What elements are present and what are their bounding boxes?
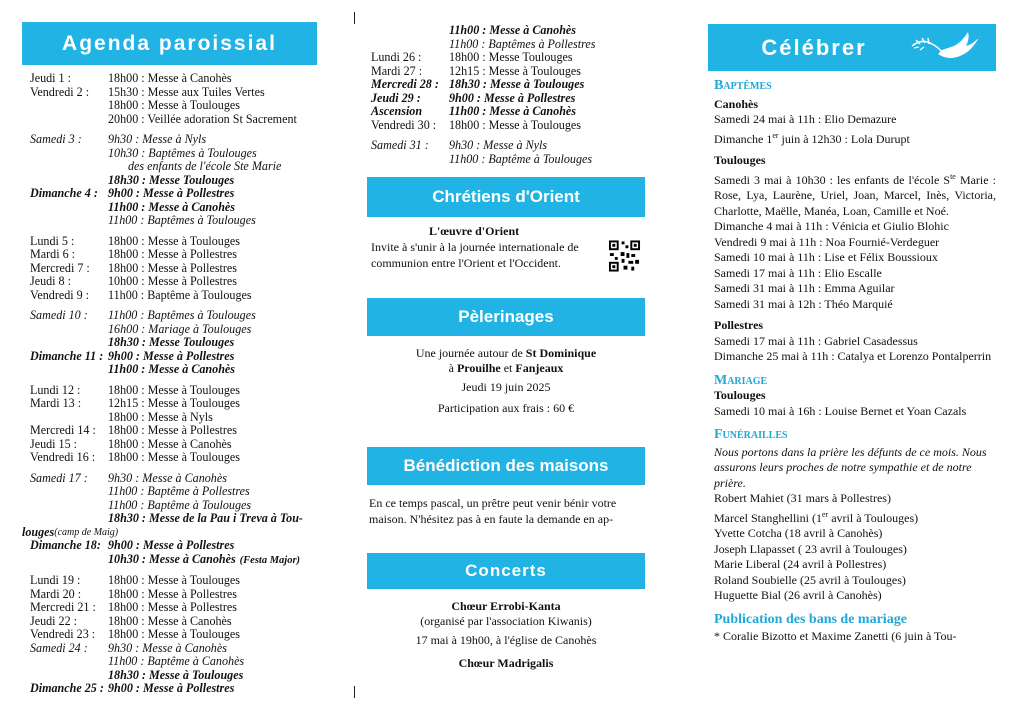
schedule-day xyxy=(30,499,108,513)
mariage-heading: Mariage xyxy=(714,372,768,388)
agenda-title-banner xyxy=(22,22,317,65)
schedule-row xyxy=(30,336,307,350)
schedule-row xyxy=(30,160,307,174)
schedule-day: Mercredi 21 : xyxy=(30,600,96,614)
concerts-choir2: Chœur Madrigalis xyxy=(458,656,554,670)
schedule-day: Jeudi 1 : xyxy=(30,71,71,85)
schedule-event-text: 18h00 : Messe à Toulouges xyxy=(449,117,581,132)
schedule-event xyxy=(449,78,645,92)
schedule-row xyxy=(30,472,307,486)
schedule-event-text: 11h00 : Baptême à Pollestres xyxy=(108,484,250,498)
schedule-event xyxy=(108,574,307,588)
schedule-event-text: 18h30 : Messe Toulouges xyxy=(108,172,235,187)
schedule-event xyxy=(449,139,645,153)
schedule-row xyxy=(371,119,645,133)
funerailles-item: Roland Soubielle (25 avril à Toulouges) xyxy=(714,572,906,587)
mariage-place: Toulouges xyxy=(714,388,766,402)
schedule-row xyxy=(30,397,307,411)
toulouges-item: Samedi 31 mai à 12h : Théo Marquié xyxy=(714,296,893,311)
schedule-event xyxy=(108,113,307,127)
schedule-event-text: des enfants de l'école Ste Marie xyxy=(128,159,282,173)
schedule-row xyxy=(30,655,307,669)
schedule-event xyxy=(108,187,307,201)
schedule-event-text: 11h00 : Baptême à Toulouges xyxy=(449,151,593,166)
schedule-row xyxy=(30,628,307,642)
schedule-row xyxy=(30,682,307,696)
chretiens-text: Invite à s'unir à la journée internationale de communion entre l'Orient et l'Occident. xyxy=(371,240,579,270)
schedule-event xyxy=(108,601,307,615)
schedule-row xyxy=(30,201,307,215)
schedule-day: Jeudi 15 : xyxy=(30,436,78,451)
pelerinages-fee: Participation aux frais : 60 € xyxy=(437,401,575,415)
schedule-event-text: 11h00 : Messe à Canohès xyxy=(449,104,577,118)
concerts-date: 17 mai à 19h00, à l'église de Canohès xyxy=(415,633,597,647)
schedule-day xyxy=(30,655,108,669)
schedule-row xyxy=(30,235,307,249)
schedule-row xyxy=(30,86,307,100)
schedule-day xyxy=(30,160,108,174)
schedule-event-text: 18h00 : Messe à Toulouges xyxy=(108,233,240,248)
schedule-row xyxy=(22,526,307,540)
schedule-day: Dimanche 11 : xyxy=(30,348,104,363)
schedule-event-text: 11h00 : Messe à Canohès xyxy=(108,199,236,214)
schedule-event-text: 9h00 : Messe à Pollestres xyxy=(108,348,235,363)
schedule-event xyxy=(108,642,307,656)
schedule-event-text: 11h00 : Baptêmes à Pollestres xyxy=(449,36,596,51)
agenda-column xyxy=(22,0,307,723)
benediction-banner xyxy=(367,447,645,485)
schedule-day: Mardi 6 : xyxy=(30,247,76,261)
benediction-text: En ce temps pascal, un prêtre peut venir bénir votre maison. N'hésitez pas à en faute la demande en ap- xyxy=(369,496,617,526)
schedule-event-text: 18h00 : Messe à Pollestres xyxy=(108,423,237,437)
schedule-day: Vendredi 16 : xyxy=(30,450,96,464)
schedule-row xyxy=(30,363,307,377)
schedule-event xyxy=(108,350,307,364)
celebrer-title: Célébrer xyxy=(761,35,867,60)
schedule-day xyxy=(30,485,108,499)
schedule-event-text: 9h00 : Messe à Pollestres xyxy=(108,681,235,695)
schedule-event xyxy=(108,384,307,398)
schedule-event xyxy=(108,512,307,526)
pollestres-item: Samedi 17 mai à 11h : Gabriel Casadessus xyxy=(714,333,918,348)
schedule-event-text: 18h00 : Messe à Pollestres xyxy=(108,600,237,614)
schedule-day: Dimanche 18: xyxy=(30,538,101,552)
schedule-event-text: 9h30 : Messe à Nyls xyxy=(108,132,207,146)
schedule-event-text: 10h30 : Messe à Canohès xyxy=(108,551,236,566)
funerailles-item: Robert Mahiet (31 mars à Pollestres) xyxy=(714,491,891,505)
schedule-day: Dimanche 25 : xyxy=(30,681,104,695)
schedule-day xyxy=(30,113,108,127)
schedule-day xyxy=(30,174,108,188)
funerailles-item: Yvette Cotcha (18 avril à Canohès) xyxy=(714,526,883,540)
schedule-day xyxy=(371,24,449,38)
agenda-continuation xyxy=(371,24,645,166)
schedule-row xyxy=(30,553,307,568)
pelerinages-title: Pèlerinages xyxy=(458,307,554,326)
schedule-row xyxy=(30,424,307,438)
schedule-event xyxy=(108,669,307,683)
schedule-row xyxy=(30,574,307,588)
schedule-day xyxy=(30,99,108,113)
schedule-event xyxy=(108,235,307,249)
schedule-day xyxy=(30,214,108,228)
schedule-row xyxy=(30,438,307,452)
canohes-item: Dimanche 1er juin à 12h30 : Lola Durupt xyxy=(714,130,910,146)
schedule-event xyxy=(108,397,307,411)
schedule-event xyxy=(108,336,307,350)
celebrer-column xyxy=(708,0,996,723)
schedule-event-text: 18h00 : Messe à Toulouges xyxy=(108,573,240,587)
chretiens-banner xyxy=(367,177,645,217)
schedule-event xyxy=(449,24,645,38)
schedule-day xyxy=(30,147,108,161)
schedule-row xyxy=(30,615,307,629)
funerailles-intro: Nous portons dans la prière les défunts de ce mois. Nous assurons leurs proches de notre sympathie et de notre prière. xyxy=(714,444,987,490)
schedule-event-text: 11h00 : Baptêmes à Toulouges xyxy=(108,308,256,322)
schedule-event xyxy=(449,51,645,65)
funerailles-item: Marie Liberal (24 avril à Pollestres) xyxy=(714,557,887,571)
schedule-row xyxy=(30,669,307,683)
schedule-event-text: 9h30 : Messe à Nyls xyxy=(449,138,548,152)
schedule-note: (Festa Major) xyxy=(239,554,301,566)
schedule-day: Dimanche 4 : xyxy=(30,186,98,200)
schedule-row xyxy=(30,113,307,127)
schedule-row xyxy=(30,72,307,86)
schedule-event-text: 9h30 : Messe à Canohès xyxy=(108,640,227,655)
schedule-row xyxy=(30,485,307,499)
schedule-event-text: 18h00 : Messe à Canohès xyxy=(108,613,232,628)
schedule-day: Mardi 27 : xyxy=(371,63,423,78)
schedule-day: Samedi 31 : xyxy=(371,138,429,152)
schedule-day xyxy=(30,411,108,425)
schedule-event xyxy=(108,275,307,289)
qr-code-icon xyxy=(608,239,641,273)
schedule-row xyxy=(30,187,307,201)
schedule-event xyxy=(108,323,307,337)
schedule-day: Jeudi 29 : xyxy=(371,90,421,105)
schedule-row xyxy=(371,139,645,153)
chretiens-subtitle: L'œuvre d'Orient xyxy=(429,224,520,238)
schedule-event-text: 16h00 : Mariage à Toulouges xyxy=(108,321,252,336)
schedule-event-text: 9h00 : Messe à Pollestres xyxy=(108,538,235,552)
schedule-event xyxy=(449,119,645,133)
schedule-row xyxy=(30,601,307,615)
schedule-event xyxy=(108,553,307,568)
schedule-event-text: 18h00 : Messe à Canohès xyxy=(108,436,232,451)
schedule-event-text: 15h30 : Messe aux Tuiles Vertes xyxy=(108,84,265,99)
schedule-row xyxy=(371,105,645,119)
schedule-event xyxy=(108,262,307,276)
schedule-day xyxy=(371,153,449,167)
schedule-row xyxy=(30,642,307,656)
schedule-row xyxy=(371,65,645,79)
schedule-row xyxy=(30,262,307,276)
schedule-event-wrap: louges xyxy=(22,524,55,539)
schedule-day: Mercredi 7 : xyxy=(30,260,90,275)
schedule-day: Samedi 17 : xyxy=(30,470,88,485)
agenda-title: Agenda paroissial xyxy=(62,32,277,55)
schedule-day: Vendredi 30 : xyxy=(371,117,437,132)
schedule-event xyxy=(108,72,307,86)
schedule-event-text: 11h00 : Baptême à Canohès xyxy=(108,654,245,668)
schedule-event xyxy=(108,86,307,100)
schedule-event-text: 9h00 : Messe à Pollestres xyxy=(108,186,235,200)
schedule-event-text: 18h00 : Messe à Toulouges xyxy=(108,98,240,112)
schedule-day: Vendredi 2 : xyxy=(30,84,90,99)
schedule-day: Jeudi 22 : xyxy=(30,613,78,628)
schedule-row xyxy=(30,384,307,398)
schedule-day: Vendredi 9 : xyxy=(30,287,90,302)
schedule-row xyxy=(30,289,307,303)
dove-icon xyxy=(908,28,988,68)
concerts-org: (organisé par l'association Kiwanis) xyxy=(420,614,592,628)
schedule-event xyxy=(108,615,307,629)
schedule-event-text: 11h00 : Messe à Canohès xyxy=(108,362,236,376)
pelerinages-line2: à Prouilhe et Fanjeaux xyxy=(448,361,564,375)
schedule-event-text: 18h00 : Messe à Canohès xyxy=(108,71,232,85)
schedule-event-text: 18h00 : Messe à Pollestres xyxy=(108,260,237,275)
schedule-event xyxy=(108,174,307,188)
schedule-row xyxy=(30,499,307,513)
toulouges-item: Samedi 31 mai à 11h : Emma Aguilar xyxy=(714,281,895,295)
middle-column xyxy=(367,0,645,723)
schedule-event xyxy=(108,133,307,147)
schedule-row xyxy=(30,323,307,337)
schedule-row xyxy=(30,411,307,425)
schedule-event-text: 11h00 : Baptême à Toulouges xyxy=(108,497,252,512)
schedule-row xyxy=(371,153,645,167)
schedule-event-text: 11h00 : Baptêmes à Toulouges xyxy=(108,213,256,227)
schedule-row xyxy=(30,174,307,188)
schedule-day xyxy=(30,512,108,526)
pelerinages-section xyxy=(367,298,645,416)
pollestres-item: Dimanche 25 mai à 11h : Catalya et Lorenzo Pontalperrin xyxy=(714,349,992,363)
concerts-banner xyxy=(367,553,645,589)
funerailles-heading: Funérailles xyxy=(714,427,788,442)
schedule-day: Samedi 3 : xyxy=(30,132,82,146)
schedule-day: Mercredi 28 : xyxy=(371,77,439,91)
schedule-row xyxy=(30,133,307,147)
schedule-event-text: 18h00 : Messe à Pollestres xyxy=(108,247,237,261)
schedule-note: (camp de Maig) xyxy=(54,526,119,538)
chretiens-section xyxy=(367,177,645,273)
schedule-event xyxy=(108,655,307,669)
schedule-day: Mercredi 14 : xyxy=(30,423,96,437)
schedule-event xyxy=(108,147,307,161)
concerts-section xyxy=(367,553,645,671)
toulouges-item: Vendredi 9 mai à 11h : Noa Fournié-Verdeguer xyxy=(714,234,940,249)
schedule-row xyxy=(30,99,307,113)
schedule-day xyxy=(371,38,449,52)
schedule-event xyxy=(108,248,307,262)
schedule-day xyxy=(30,201,108,215)
bans-heading: Publication des bans de mariage xyxy=(714,611,907,627)
schedule-event xyxy=(108,472,307,486)
schedule-event xyxy=(108,451,307,465)
canohes-heading: Canohès xyxy=(714,96,759,111)
schedule-day xyxy=(30,363,108,377)
schedule-row xyxy=(371,38,645,52)
schedule-day: Vendredi 23 : xyxy=(30,627,96,641)
toulouges-item: Samedi 3 mai à 10h30 : les enfants de l'école $S^{te}$ Marie : Rose, Lya, Laurène, Uriel, Joan, Marcel, Inès, Victoria, Charlotte, Maëlle, Manéa, Loan, Camille et Noé. xyxy=(714,171,996,218)
pelerinages-line1: Une journée autour de St Dominique xyxy=(415,346,597,360)
schedule-event-text: 12h15 : Messe à Toulouges xyxy=(108,396,240,410)
mariage-item: Samedi 10 mai à 16h : Louise Bernet et Yoan Cazals xyxy=(714,403,967,418)
schedule-event-text: 18h00 : Messe à Nyls xyxy=(108,409,213,424)
toulouges-heading: Toulouges xyxy=(714,153,766,167)
concerts-title: Concerts xyxy=(465,561,547,580)
funerailles-item: Marcel Stanghellini (1er avril à Toulouges) xyxy=(714,509,919,525)
baptemes-heading: Baptêmes xyxy=(714,78,772,93)
schedule-event xyxy=(108,411,307,425)
schedule-day: Mardi 13 : xyxy=(30,396,82,410)
schedule-event xyxy=(108,160,307,174)
schedule-row xyxy=(30,147,307,161)
agenda-schedule xyxy=(22,71,307,696)
schedule-event-text: 18h00 : Messe à Toulouges xyxy=(108,382,240,397)
schedule-row xyxy=(30,350,307,364)
schedule-event-text: 9h30 : Messe à Canohès xyxy=(108,470,227,485)
schedule-day xyxy=(30,336,108,350)
schedule-event xyxy=(108,485,307,499)
pollestres-heading: Pollestres xyxy=(714,318,764,332)
toulouges-item: Samedi 17 mai à 11h : Elio Escalle xyxy=(714,265,882,280)
schedule-day: Lundi 5 : xyxy=(30,233,75,248)
pelerinages-date: Jeudi 19 juin 2025 xyxy=(461,380,551,394)
schedule-event xyxy=(108,201,307,215)
fold-mark-bottom xyxy=(354,686,355,698)
schedule-event xyxy=(449,105,645,119)
schedule-event-text: 18h00 : Messe Toulouges xyxy=(449,50,573,64)
schedule-row xyxy=(30,512,307,526)
schedule-event xyxy=(108,438,307,452)
schedule-row xyxy=(30,588,307,602)
schedule-event xyxy=(108,499,307,513)
schedule-event xyxy=(449,92,645,106)
schedule-day xyxy=(30,323,108,337)
schedule-day: Lundi 12 : xyxy=(30,382,81,397)
schedule-event xyxy=(108,309,307,323)
toulouges-item: Samedi 10 mai à 11h : Lise et Félix Boussioux xyxy=(714,250,938,264)
schedule-event-text: 12h15 : Messe à Toulouges xyxy=(449,63,581,78)
schedule-event-text: 20h00 : Veillée adoration St Sacrement xyxy=(108,111,297,126)
schedule-day xyxy=(30,553,108,568)
schedule-event-text: 18h30 : Messe de la Pau i Treva à Tou- xyxy=(108,511,303,525)
schedule-row xyxy=(30,248,307,262)
schedule-row xyxy=(30,214,307,228)
schedule-row xyxy=(30,309,307,323)
schedule-day: Jeudi 8 : xyxy=(30,274,71,288)
schedule-event xyxy=(108,588,307,602)
benediction-section xyxy=(367,447,645,527)
schedule-event-text: 11h00 : Messe à Canohès xyxy=(449,23,577,37)
schedule-event-text: 18h00 : Messe à Toulouges xyxy=(108,627,240,641)
schedule-day: Samedi 24 : xyxy=(30,640,88,655)
schedule-event xyxy=(108,628,307,642)
schedule-event xyxy=(108,214,307,228)
schedule-row xyxy=(371,92,645,106)
schedule-event-text: 18h30 : Messe à Toulouges xyxy=(449,77,585,91)
schedule-event-text: 18h00 : Messe à Toulouges xyxy=(108,450,240,464)
schedule-event xyxy=(108,363,307,377)
schedule-event-text: 18h30 : Messe à Toulouges xyxy=(108,667,244,682)
schedule-row xyxy=(371,24,645,38)
funerailles-item: Joseph Llapasset ( 23 avril à Toulouges) xyxy=(714,541,907,556)
pelerinages-banner xyxy=(367,298,645,336)
schedule-day xyxy=(30,669,108,683)
schedule-day: Lundi 19 : xyxy=(30,573,81,587)
schedule-event-text: 18h00 : Messe à Pollestres xyxy=(108,586,237,601)
schedule-row xyxy=(30,451,307,465)
schedule-event-text: 11h00 : Baptême à Toulouges xyxy=(108,287,252,302)
schedule-event xyxy=(108,682,307,696)
schedule-event-text: 9h00 : Messe à Pollestres xyxy=(449,90,576,105)
schedule-event-text: 18h30 : Messe Toulouges xyxy=(108,335,235,349)
schedule-event-text: 10h30 : Baptêmes à Toulouges xyxy=(108,145,257,160)
schedule-event xyxy=(108,424,307,438)
schedule-day: Samedi 10 : xyxy=(30,308,88,322)
schedule-event-text: 10h00 : Messe à Pollestres xyxy=(108,274,237,288)
schedule-event xyxy=(108,99,307,113)
schedule-row xyxy=(371,51,645,65)
schedule-event xyxy=(449,65,645,79)
schedule-day: Ascension xyxy=(371,104,423,118)
schedule-day: Lundi 26 : xyxy=(371,50,422,64)
concerts-choir1: Chœur Errobi-Kanta xyxy=(451,599,561,613)
schedule-row xyxy=(30,539,307,553)
bans-item: * Coralie Bizotto et Maxime Zanetti (6 juin à Tou- xyxy=(714,629,957,643)
benediction-title: Bénédiction des maisons xyxy=(403,456,609,475)
toulouges-item: Dimanche 4 mai à 11h : Vénicia et Giulio Blohic xyxy=(714,219,949,233)
schedule-row xyxy=(30,275,307,289)
funerailles-item: Huguette Bial (26 avril à Canohès) xyxy=(714,588,882,602)
celebrer-banner xyxy=(708,24,996,71)
schedule-event xyxy=(449,38,645,52)
canohes-item: Samedi 24 mai à 11h : Elio Demazure xyxy=(714,112,897,126)
schedule-row xyxy=(371,78,645,92)
chretiens-title: Chrétiens d'Orient xyxy=(432,187,580,206)
schedule-event xyxy=(108,539,307,553)
schedule-event xyxy=(449,153,645,167)
fold-mark-top xyxy=(354,12,355,24)
schedule-day: Mardi 20 : xyxy=(30,586,82,601)
schedule-event xyxy=(108,289,307,303)
